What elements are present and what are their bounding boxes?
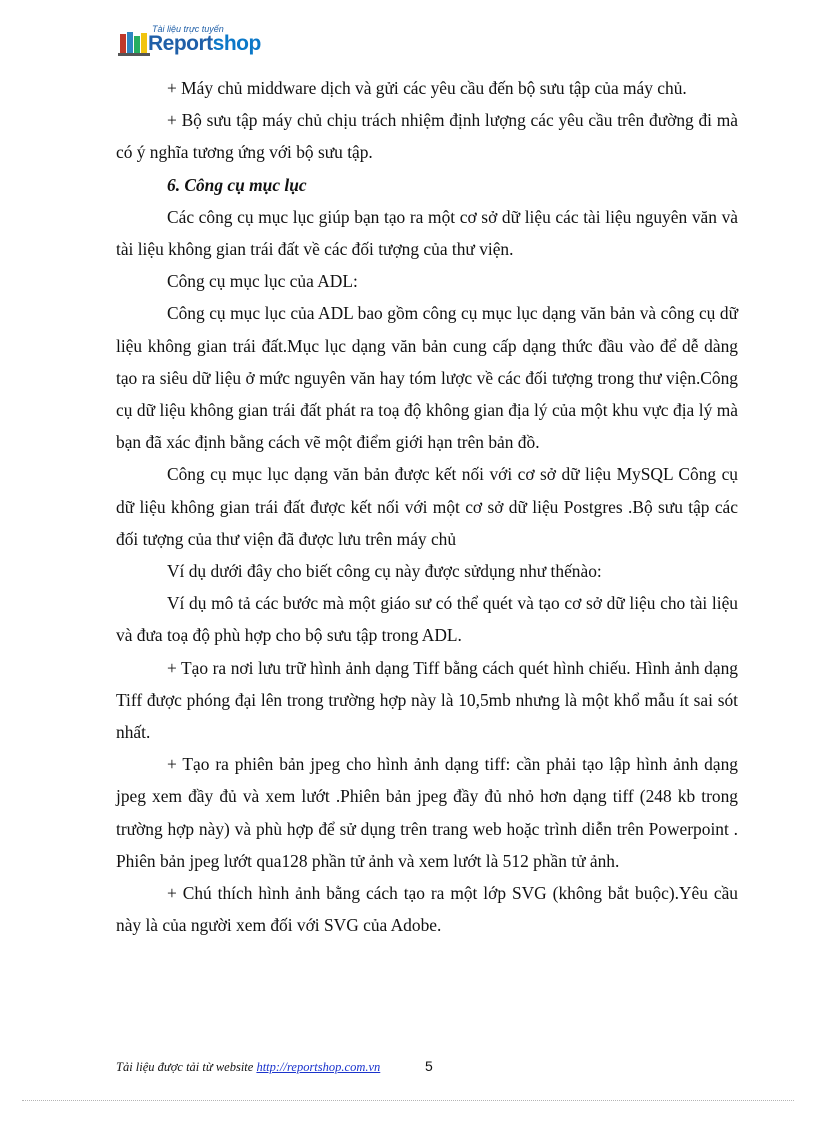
paragraph: Ví dụ mô tả các bước mà một giáo sư có thể quét và tạo cơ sở dữ liệu cho tài liệu và đưa toạ độ phù hợp cho bộ sưu tập trong ADL. [116, 593, 738, 646]
paragraph: Công cụ mục lục dạng văn bản được kết nối với cơ sở dữ liệu MySQL Công cụ dữ liệu không gian trái đất được kết nối với một cơ sở dữ liệu Postgres .Bộ sưu tập các đối tượng của thư viện đã được lưu trên máy chủ [116, 464, 738, 549]
paragraph: Công cụ mục lục của ADL: [167, 271, 358, 292]
logo-tagline: Tài liệu trực tuyến [152, 24, 224, 34]
page-footer [116, 1060, 380, 1075]
section-heading: 6. Công cụ mục lục [167, 174, 307, 195]
paragraph: + Bộ sưu tập máy chủ chịu trách nhiệm định lượng các yêu cầu trên đường đi mà có ý nghĩa tương ứng với bộ sưu tập. [116, 110, 738, 163]
page-number: 5 [425, 1058, 433, 1074]
paragraph: Công cụ mục lục của ADL bao gồm công cụ mục lục dạng văn bản và công cụ dữ liệu không gian trái đất.Mục lục dạng văn bản cung cấp dạng thức đầu vào để dễ dàng tạo ra siêu dữ liệu ở mức nguyên văn hay tóm lược về các đối tượng trong thư viện.Công cụ dữ liệu không gian trái đất phát ra toạ độ không gian địa lý của một khu vực địa lý mà bạn đã xác định bằng cách vẽ một điểm giới hạn trên bản đồ. [116, 303, 738, 453]
paragraph: Ví dụ dưới đây cho biết công cụ này được sửdụng như thếnào: [167, 561, 602, 582]
page-divider [22, 1100, 794, 1101]
paragraph: Các công cụ mục lục giúp bạn tạo ra một cơ sở dữ liệu các tài liệu nguyên văn và tài liệu không gian trái đất về các đối tượng của thư viện. [116, 206, 738, 260]
logo-wordmark [148, 33, 261, 54]
logo-word-report: Report [148, 32, 213, 55]
paragraph: + Máy chủ middware dịch và gửi các yêu cầu đến bộ sưu tập của máy chủ. [167, 78, 687, 98]
books-logo-icon [118, 30, 150, 56]
document-body [116, 72, 738, 941]
footer-text: Tải liệu được tải từ website [116, 1060, 254, 1074]
paragraph: + Tạo ra phiên bản jpeg cho hình ảnh dạng tiff: cần phải tạo lập hình ảnh dạng jpeg xem đầy đủ và xem lướt .Phiên bản jpeg đầy đủ nhỏ hơn dạng tiff (248 kb trong trường hợp này) và phù hợp để sử dụng trên trang web hoặc trình diễn trên Powerpoint . Phiên bản jpeg lướt qua128 phần tử ảnh và xem lướt là 512 phần tử ảnh. [116, 754, 738, 871]
paragraph: + Chú thích hình ảnh bằng cách tạo ra một lớp SVG (không bắt buộc).Yêu cầu này là của người xem đối với SVG của Adobe. [116, 883, 738, 936]
footer-link[interactable]: http://reportshop.com.vn [256, 1060, 381, 1074]
logo-word-shop: shop [212, 32, 261, 55]
paragraph: + Tạo ra nơi lưu trữ hình ảnh dạng Tiff bằng cách quét hình chiếu. Hình ảnh dạng Tiff được phóng đại lên trong trường hợp này là 10,5mb nhưng là một khổ mẫu ít sai sót nhất. [116, 657, 738, 743]
reportshop-logo [118, 24, 288, 58]
